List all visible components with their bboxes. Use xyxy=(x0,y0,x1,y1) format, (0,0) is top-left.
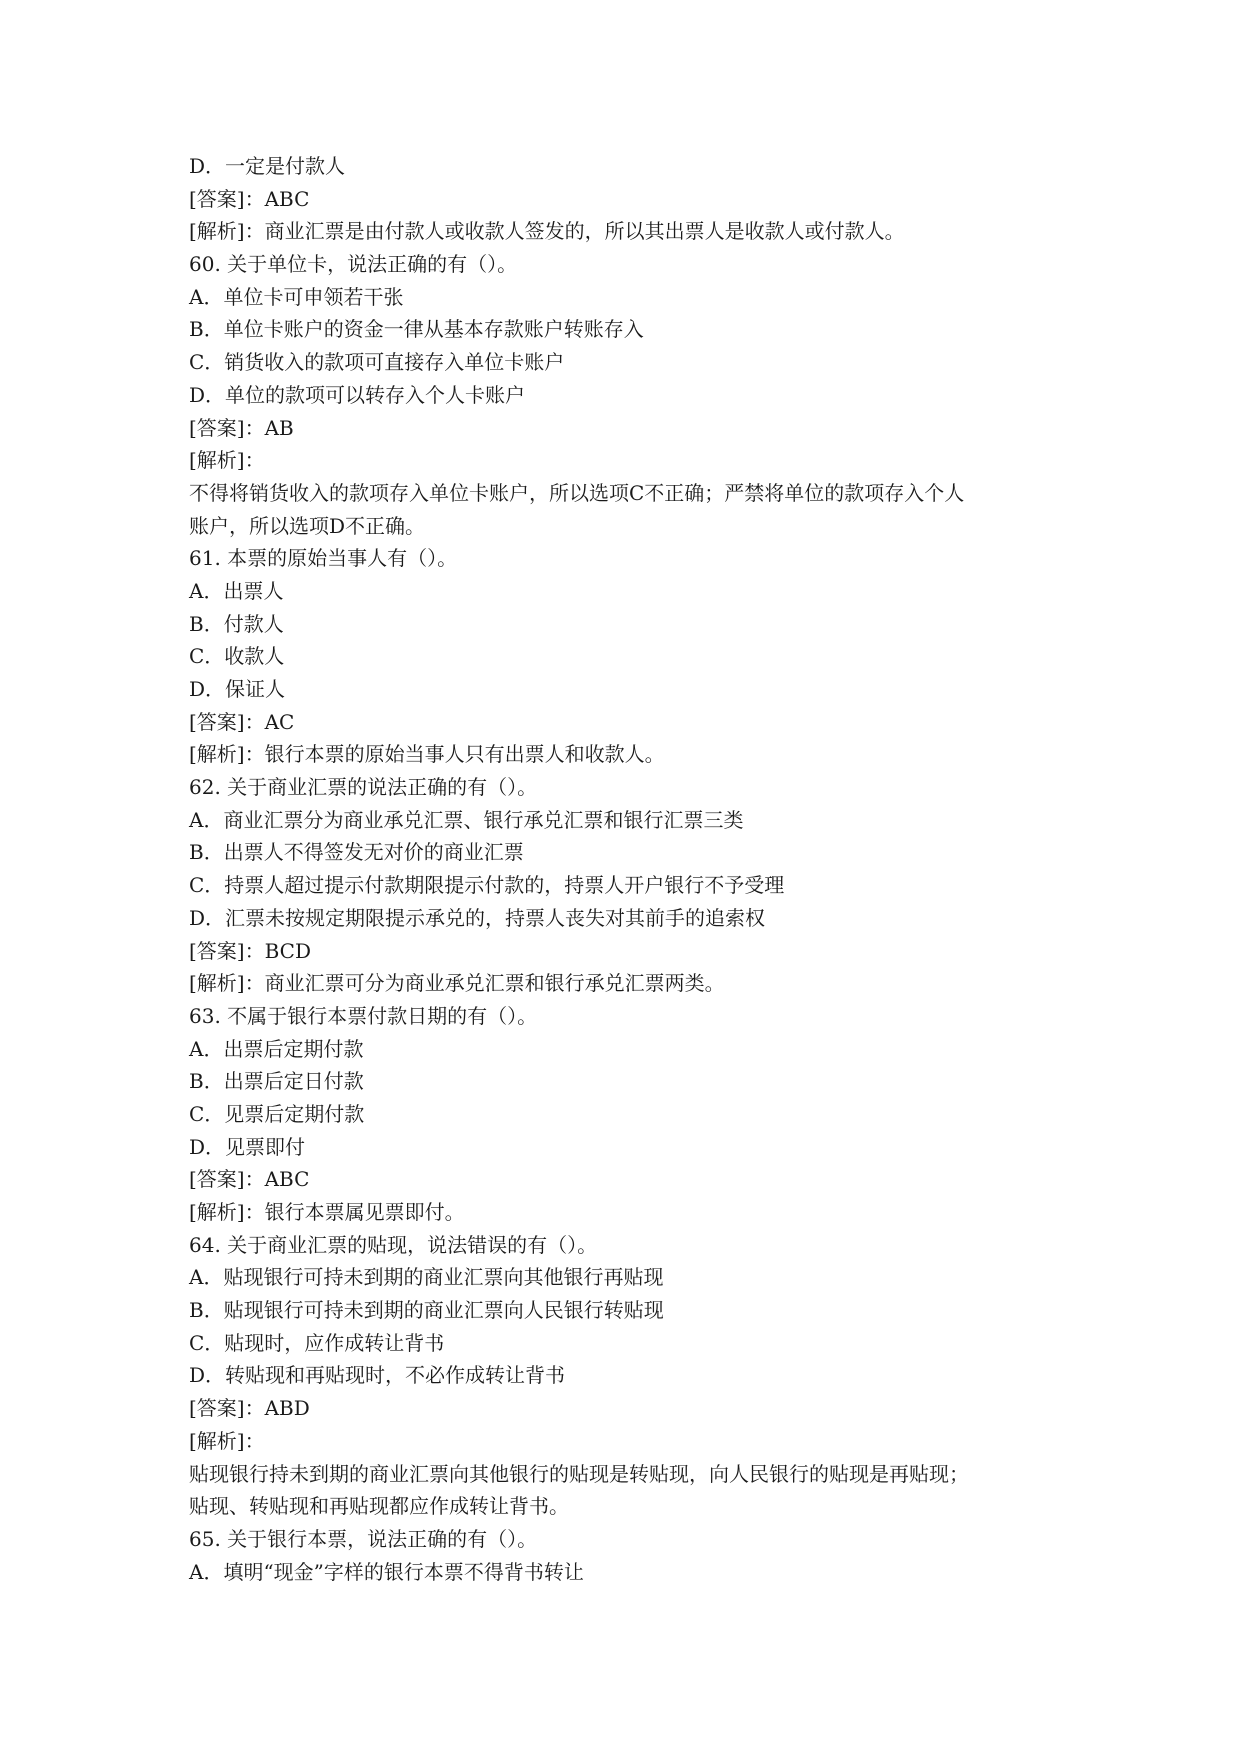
answer-line: [答案]：AB xyxy=(189,415,294,440)
option-line: D．转贴现和再贴现时，不必作成转让背书 xyxy=(189,1363,566,1388)
option-line: B．贴现银行可持未到期的商业汇票向人民银行转贴现 xyxy=(189,1298,664,1323)
option-line: A．单位卡可申领若干张 xyxy=(189,284,404,309)
answer-line: [答案]：ABD xyxy=(189,1396,310,1421)
question-line: 61. 本票的原始当事人有（）。 xyxy=(189,546,458,571)
explanation-line: [解析]： xyxy=(189,448,265,473)
explanation-text: 不得将销货收入的款项存入单位卡账户，所以选项C不正确；严禁将单位的款项存入个人 xyxy=(189,480,965,505)
option-line: C．收款人 xyxy=(189,644,285,669)
option-line: B．出票后定日付款 xyxy=(189,1069,364,1094)
option-line: A．商业汇票分为商业承兑汇票、银行承兑汇票和银行汇票三类 xyxy=(189,807,744,832)
option-line: D．一定是付款人 xyxy=(189,154,346,178)
option-line: A．填明“现金”字样的银行本票不得背书转让 xyxy=(189,1559,584,1584)
option-line: D．单位的款项可以转存入个人卡账户 xyxy=(189,382,526,407)
option-line: D．保证人 xyxy=(189,677,286,701)
option-line: B．付款人 xyxy=(189,611,284,636)
explanation-text: 贴现银行持未到期的商业汇票向其他银行的贴现是转贴现，向人民银行的贴现是再贴现； xyxy=(189,1461,969,1486)
explanation-text: 账户，所以选项D不正确。 xyxy=(189,513,426,538)
option-line: C．贴现时，应作成转让背书 xyxy=(189,1330,445,1355)
explanation-text: 贴现、转贴现和再贴现都应作成转让背书。 xyxy=(189,1494,569,1519)
option-line: B．单位卡账户的资金一律从基本存款账户转账存入 xyxy=(189,317,644,342)
explanation-line: [解析]：商业汇票是由付款人或收款人签发的，所以其出票人是收款人或付款人。 xyxy=(189,219,905,244)
question-line: 63. 不属于银行本票付款日期的有（）。 xyxy=(189,1003,538,1028)
question-line: 60. 关于单位卡，说法正确的有（）。 xyxy=(189,252,518,277)
option-line: D．见票即付 xyxy=(189,1134,306,1159)
document-page xyxy=(189,150,1069,1588)
explanation-line: [解析]：银行本票的原始当事人只有出票人和收款人。 xyxy=(189,742,665,767)
explanation-line: [解析]：商业汇票可分为商业承兑汇票和银行承兑汇票两类。 xyxy=(189,971,725,996)
option-line: B．出票人不得签发无对价的商业汇票 xyxy=(189,840,524,865)
answer-line: [答案]：ABC xyxy=(189,186,310,211)
option-line: C．销货收入的款项可直接存入单位卡账户 xyxy=(189,350,565,375)
explanation-line: [解析]：银行本票属见票即付。 xyxy=(189,1200,465,1224)
question-line: 64. 关于商业汇票的贴现，说法错误的有（）。 xyxy=(189,1232,598,1257)
option-line: A．出票人 xyxy=(189,578,284,603)
answer-line: [答案]：AC xyxy=(189,709,295,734)
question-line: 62. 关于商业汇票的说法正确的有（）。 xyxy=(189,775,538,800)
option-line: C．见票后定期付款 xyxy=(189,1101,365,1126)
answer-line: [答案]：BCD xyxy=(189,938,312,963)
answer-line: [答案]：ABC xyxy=(189,1167,310,1192)
explanation-line: [解析]： xyxy=(189,1428,265,1453)
question-line: 65. 关于银行本票，说法正确的有（）。 xyxy=(189,1526,538,1551)
option-line: A．贴现银行可持未到期的商业汇票向其他银行再贴现 xyxy=(189,1265,664,1290)
option-line: D．汇票未按规定期限提示承兑的，持票人丧失对其前手的追索权 xyxy=(189,905,766,930)
option-line: C．持票人超过提示付款期限提示付款的，持票人开户银行不予受理 xyxy=(189,873,785,898)
option-line: A．出票后定期付款 xyxy=(189,1036,364,1061)
